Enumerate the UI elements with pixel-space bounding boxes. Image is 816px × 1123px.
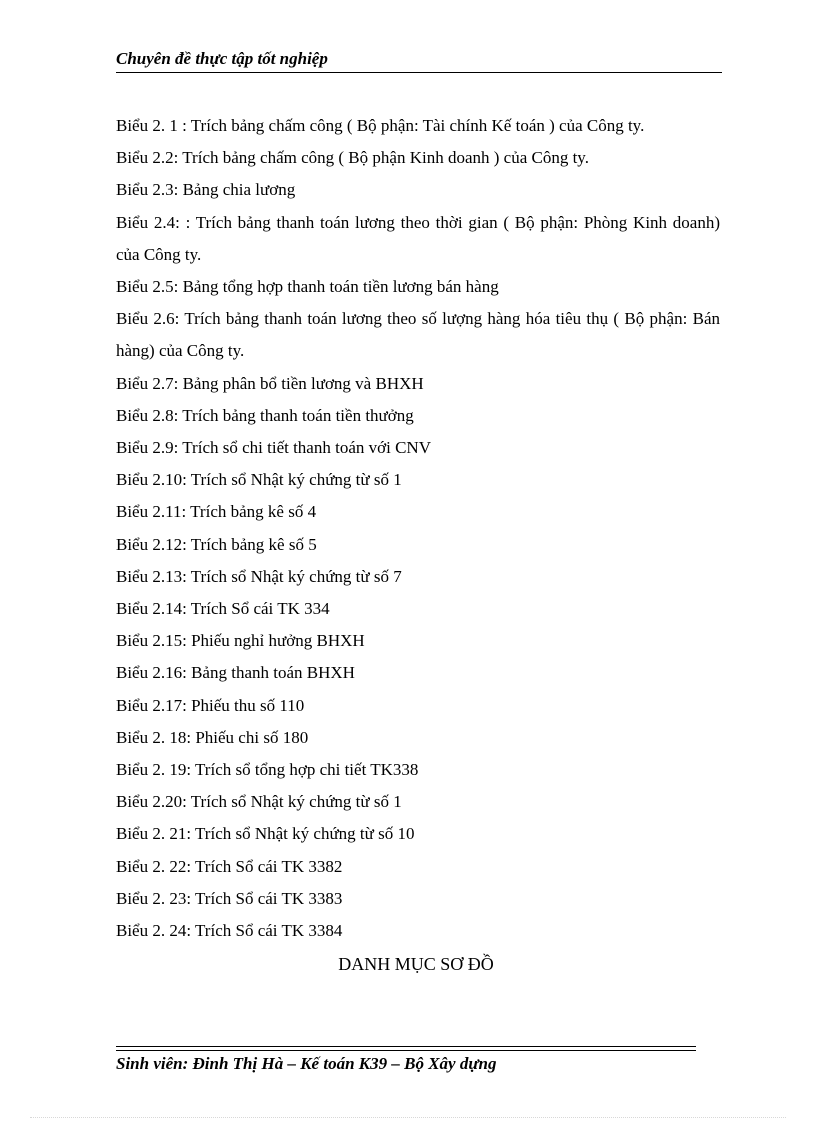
header-title: Chuyên đề thực tập tốt nghiệp <box>116 49 328 68</box>
list-item: Biểu 2.7: Bảng phân bổ tiền lương và BHXH <box>116 373 424 393</box>
list-item: Biểu 2.16: Bảng thanh toán BHXH <box>116 663 355 683</box>
list-item: Biểu 2.6: Trích bảng thanh toán lương theo số lượng hàng hóa tiêu thụ ( Bộ phận: Bán hàng) của Công ty. <box>116 309 720 361</box>
list-item: Biểu 2. 19: Trích sổ tổng hợp chi tiết TK338 <box>116 760 419 780</box>
footer-divider <box>116 1046 696 1047</box>
section-title: DANH MỤC SƠ ĐỒ <box>338 954 494 974</box>
list-item: Biểu 2.2: Trích bảng chấm công ( Bộ phận Kinh doanh ) của Công ty. <box>116 148 589 168</box>
list-item: Biểu 2.13: Trích sổ Nhật ký chứng từ số 7 <box>116 566 402 586</box>
list-item: Biểu 2.10: Trích sổ Nhật ký chứng từ số 1 <box>116 470 402 490</box>
list-item: Biểu 2. 22: Trích Sổ cái TK 3382 <box>116 856 343 876</box>
list-item: Biểu 2. 1 : Trích bảng chấm công ( Bộ phận: Tài chính Kế toán ) của Công ty. <box>116 116 645 135</box>
list-item: Biểu 2.11: Trích bảng kê số 4 <box>116 502 317 522</box>
list-item: Biểu 2.14: Trích Sổ cái TK 334 <box>116 599 330 619</box>
list-item: Biểu 2. 21: Trích sổ Nhật ký chứng từ số 10 <box>116 824 415 844</box>
list-item: Biểu 2.9: Trích sổ chi tiết thanh toán với CNV <box>116 438 431 458</box>
list-item: Biểu 2. 18: Phiếu chi số 180 <box>116 727 309 747</box>
list-item: Biểu 2. 24: Trích Sổ cái TK 3384 <box>116 921 343 941</box>
page-edge-divider <box>30 1117 786 1118</box>
page-footer: Sinh viên: Đinh Thị Hà – Kế toán K39 – Bộ Xây dựng <box>116 1054 497 1073</box>
list-item: Biểu 2.12: Trích bảng kê số 5 <box>116 534 317 554</box>
page-header <box>116 48 722 73</box>
list-item: Biểu 2.3: Bảng chia lương <box>116 180 296 200</box>
list-item: Biểu 2.5: Bảng tổng hợp thanh toán tiền lương bán hàng <box>116 277 499 297</box>
table-list <box>116 110 720 947</box>
list-item: Biểu 2.17: Phiếu thu số 110 <box>116 695 305 715</box>
list-item: Biểu 2.8: Trích bảng thanh toán tiền thưởng <box>116 405 414 425</box>
list-item: Biểu 2. 23: Trích Sổ cái TK 3383 <box>116 888 343 908</box>
list-item: Biểu 2.15: Phiếu nghỉ hưởng BHXH <box>116 631 365 651</box>
footer-divider <box>116 1050 696 1051</box>
list-item: Biểu 2.4: : Trích bảng thanh toán lương theo thời gian ( Bộ phận: Phòng Kinh doanh) của Công ty. <box>116 212 720 264</box>
list-item: Biểu 2.20: Trích sổ Nhật ký chứng từ số 1 <box>116 792 402 812</box>
